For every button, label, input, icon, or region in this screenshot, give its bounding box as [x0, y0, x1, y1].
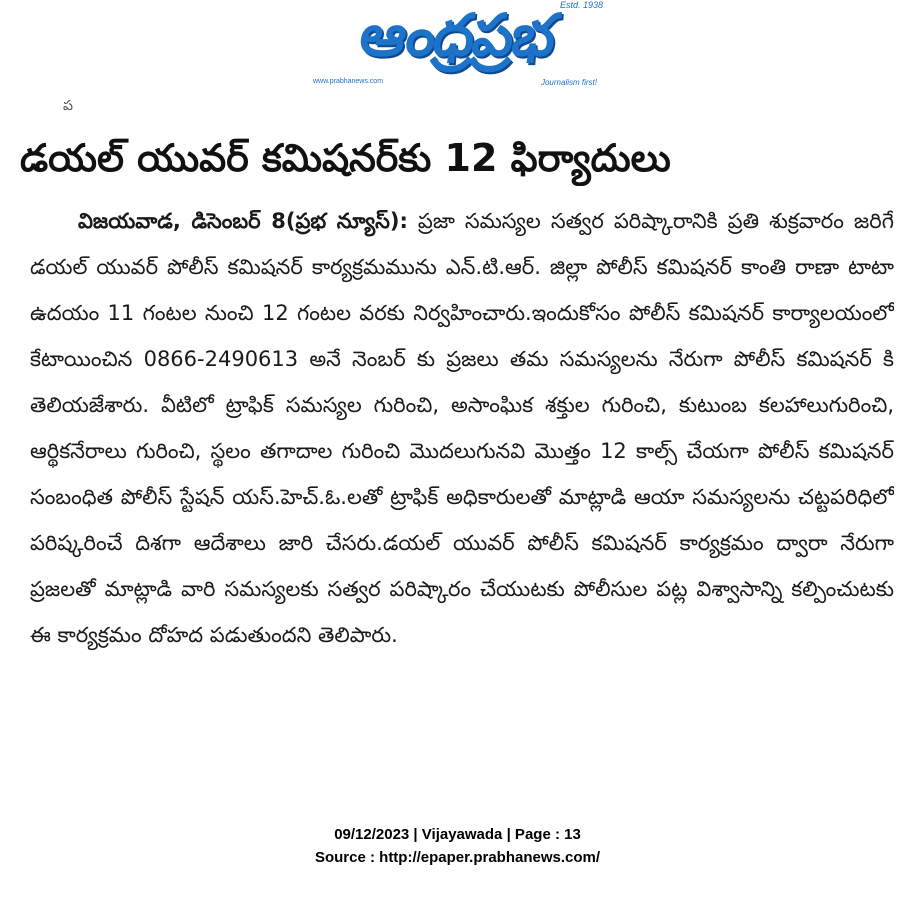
tagline: Journalism first! — [540, 78, 597, 87]
newspaper-logo: ఆంధ్రప్రభ — [355, 0, 559, 69]
established-label: Estd. 1938 — [559, 0, 603, 10]
website-label: www.prabhanews.com — [313, 78, 384, 85]
article-text: ప్రజా సమస్యల సత్వర పరిష్కారానికి ప్రతి శుక్రవారం జరిగే డయల్ యువర్ పోలీస్ కమిషనర్ కార్యక్రమమును ఎన్.టి.ఆర్. జిల్లా పోలీస్ కమిషనర్ కాంతి రాణా టాటా ఉదయం 11 గంటల నుంచి 12 గంటల వరకు నిర్వహించారు.ఇందుకోసం పోలీస్ కమిషనర్ కార్యాలయంలో కేటాయించిన 0866-2490613 అనే నెంబర్ కు ప్రజలు తమ సమస్యలను నేరుగా పోలీస్ కమిషనర్ కి తెలియజేశారు. వీటిలో ట్రాఫిక్ సమస్యల గురించి, అసాంఘిక శక్తుల గురించి, కుటుంబ కలహాలుగురించి, ఆర్థికనేరాలు గురించి, స్థలం తగాదాల గురించి మొదలుగునవి మొత్తం 12 కాల్స్ చేయగా పోలీస్ కమిషనర్ సంబంధిత పోలీస్ స్టేషన్ యస్.హెచ్.ఓ.లతో ట్రాఫిక్ అధికారులతో మాట్లాడి ఆయా సమస్యలను చట్టపరిధిలో పరిష్కరించే దిశగా ఆదేశాలు జారి చేసరు.డయల్ యువర్ పోలీస్ కమిషనర్ కార్యక్రమం ద్వారా నేరుగా ప్రజలతో మాట్లాడి వారి సమస్యలకు సత్వర పరిష్కారం చేయుటకు పోలీసుల పట్ల విశ్వాసాన్ని కల్పించుటకు ఈ కార్యక్రమం దోహద పడుతుందని తెలిపారు. — [30, 209, 894, 647]
article-paragraph — [30, 198, 894, 658]
corner-mark: ప — [63, 98, 73, 114]
footer-date-edition: 09/12/2023 | Vijayawada | Page : 13 — [334, 826, 581, 843]
masthead — [305, 0, 605, 92]
dateline: విజయవాడ, డిసెంబర్ 8(ప్రభ న్యూస్): — [78, 209, 408, 233]
article-headline: డయల్ యువర్ కమిషనర్‌కు 12 ఫిర్యాదులు — [20, 136, 671, 180]
footer-source: Source : http://epaper.prabhanews.com/ — [314, 849, 601, 866]
article-body — [30, 198, 894, 778]
